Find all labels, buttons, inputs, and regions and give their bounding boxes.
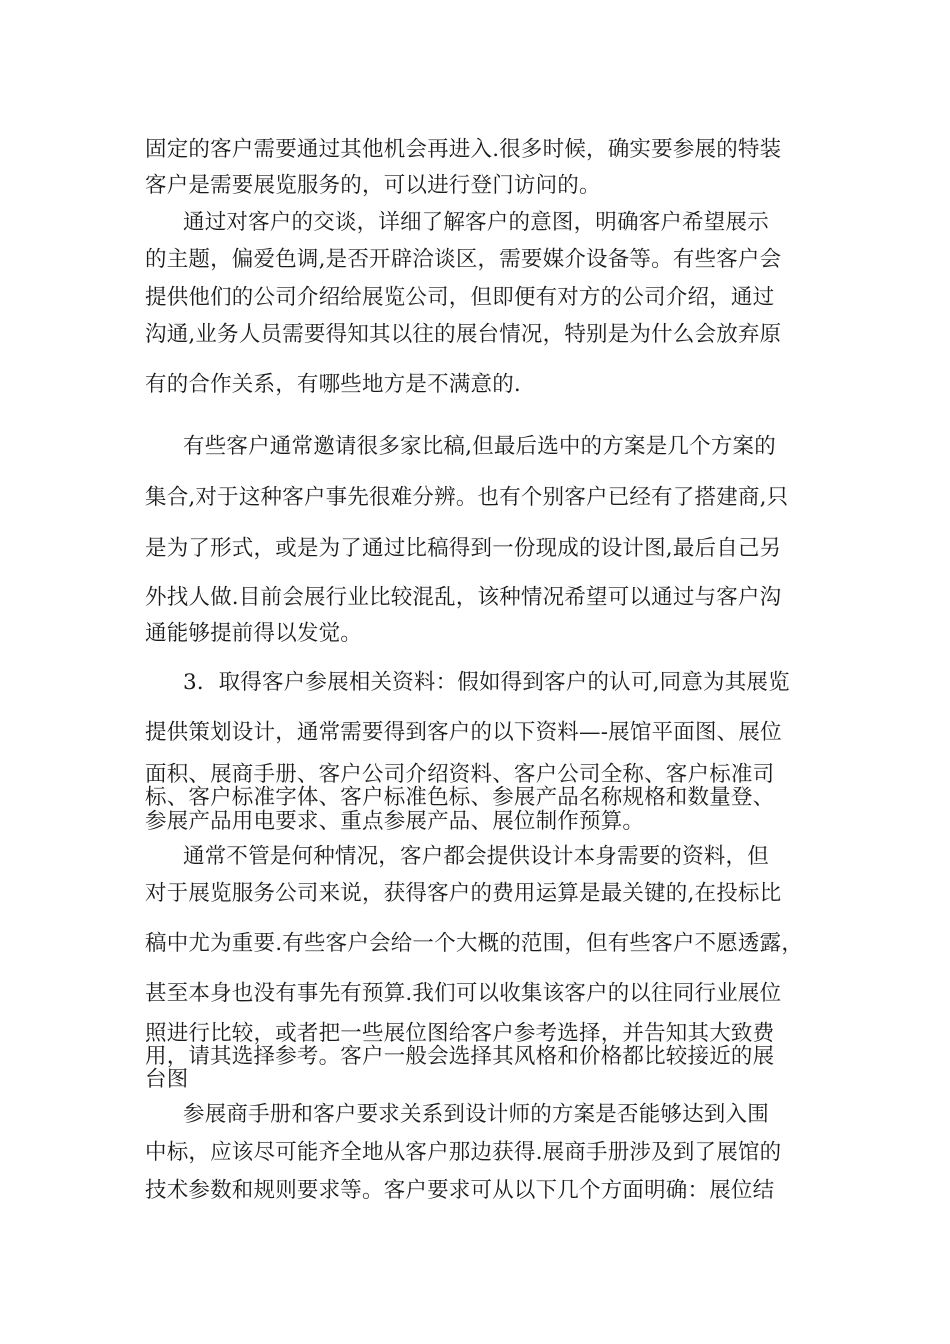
text-line: 外找人做.目前会展行业比较混乱，该种情况希望可以通过与客户沟 [145, 585, 782, 610]
text-line: 沟通,业务人员需要得知其以往的展台情况，特别是为什么会放弃原 [145, 322, 782, 347]
text-line: 集合,对于这种客户事先很难分辨。也有个别客户已经有了搭建商,只 [145, 485, 789, 510]
text-line: 对于展览服务公司来说，获得客户的费用运算是最关键的,在投标比 [145, 881, 782, 906]
text-line: 有些客户通常邀请很多家比稿,但最后选中的方案是几个方案的 [183, 434, 776, 459]
text-line: 面积、展商手册、客户公司介绍资料、客户公司全称、客户标准司 [145, 762, 775, 787]
text-line: 是为了形式，或是为了通过比稿得到一份现成的设计图,最后自己另 [145, 536, 782, 561]
text-line: 台图 [145, 1067, 189, 1092]
text-line: 的主题，偏爱色调,是否开辟洽谈区，需要媒介设备等。有些客户会 [145, 247, 782, 272]
text-line: 提供他们的公司介绍给展览公司，但即便有对方的公司介绍，通过 [145, 285, 775, 310]
text-line: 参展产品用电要求、重点参展产品、展位制作预算。 [145, 809, 645, 834]
text-line: 参展商手册和客户要求关系到设计师的方案是否能够达到入围 [183, 1102, 769, 1127]
text-line: 通常不管是何种情况，客户都会提供设计本身需要的资料，但 [183, 844, 769, 869]
text-line: 固定的客户需要通过其他机会再进入.很多时候，确实要参展的特装 [145, 137, 782, 162]
text-line: 3．取得客户参展相关资料：假如得到客户的认可,同意为其展览 [183, 670, 790, 695]
text-line: 照进行比较，或者把一些展位图给客户参考选择，并告知其大致费 [145, 1021, 775, 1046]
text-line: 有的合作关系，有哪些地方是不满意的. [145, 372, 521, 397]
text-line: 用，请其选择参考。客户一般会选择其风格和价格都比较接近的展 [145, 1044, 775, 1069]
text-line: 通能够提前得以发觉。 [145, 621, 363, 646]
text-line: 中标，应该尽可能齐全地从客户那边获得.展商手册涉及到了展馆的 [145, 1140, 782, 1165]
text-line: 提供策划设计，通常需要得到客户的以下资料—-展馆平面图、展位 [145, 720, 782, 745]
text-line: 标、客户标准字体、客户标准色标、参展产品名称规格和数量登、 [145, 785, 775, 810]
text-line: 通过对客户的交谈，详细了解客户的意图，明确客户希望展示 [183, 210, 769, 235]
text-line: 稿中尤为重要.有些客户会给一个大概的范围，但有些客户不愿透露， [145, 931, 804, 956]
text-line: 技术参数和规则要求等。客户要求可从以下几个方面明确：展位结 [145, 1178, 775, 1203]
text-line: 客户是需要展览服务的，可以进行登门访问的。 [145, 173, 601, 198]
text-line: 甚至本身也没有事先有预算.我们可以收集该客户的以往同行业展位 [145, 981, 782, 1006]
